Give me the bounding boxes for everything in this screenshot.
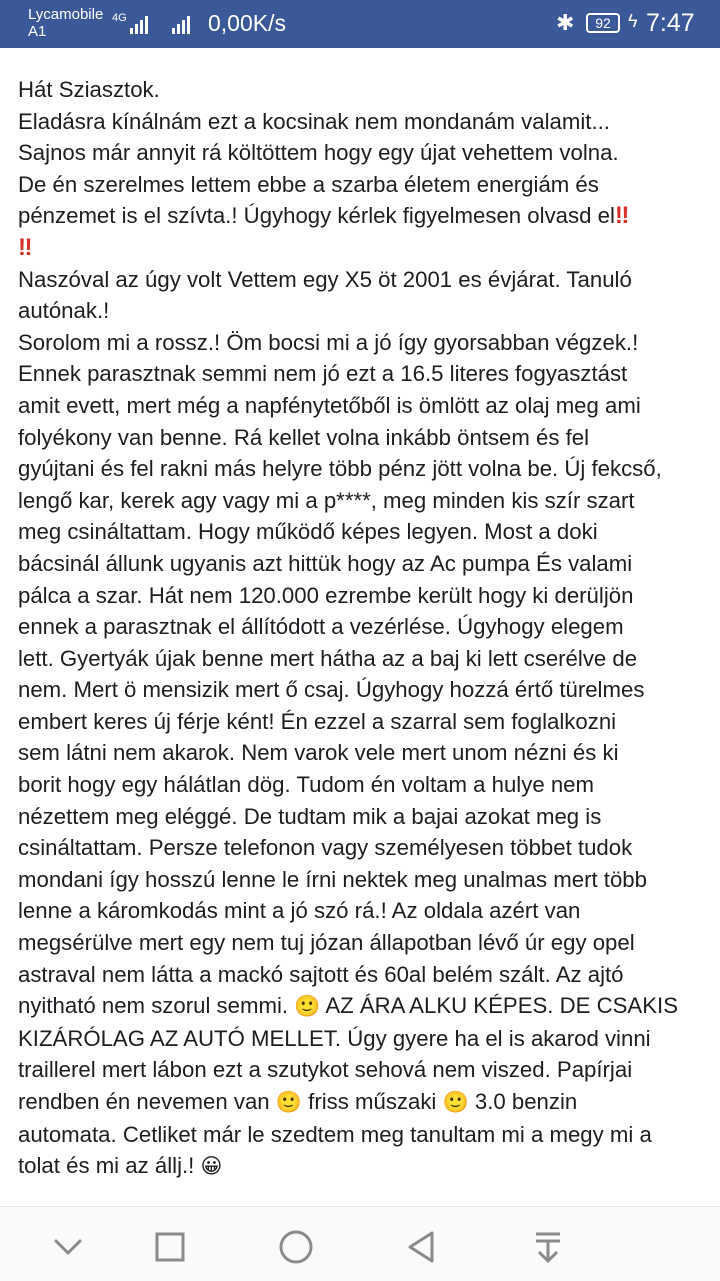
post-line: automata. Cetliket már le szedtem meg tanultam mi a megy mi a [18, 1121, 652, 1147]
post-line: nézettem meg eléggé. De tudtam mik a bajai azokat meg is [18, 803, 602, 829]
post-line: AZ ÁRA ALKU KÉPES. DE CSAKIS [325, 993, 678, 1019]
double-exclamation-icon: ‼ [18, 233, 30, 261]
battery-level: 92 [595, 15, 611, 31]
post-line: astraval nem látta a mackó sajtott és 60al belém szált. Az ajtó [18, 961, 624, 987]
post-line: Eladásra kínálnám ezt a kocsinak nem mondanám valamit... [18, 108, 610, 134]
post-line: amit evett, mert még a napfénytetőből is ömlött az olaj meg ami [18, 392, 641, 418]
network-type-label: 4G [112, 12, 127, 24]
post-line: rendben én nevemen van [18, 1089, 270, 1114]
post-line: embert keres új férje ként! Én ezzel a szarral sem foglalkozni [18, 708, 617, 734]
post-line: autónak.! [18, 298, 110, 324]
post-line: Ennek parasztnak semmi nem jó ezt a 16.5 literes fogyasztást [18, 361, 628, 387]
data-speed: 0,00K/s [208, 10, 286, 36]
home-circle-icon[interactable] [276, 1227, 316, 1267]
post-line: traillerel mert lábon ezt a szutykot sehová nem viszed. Papírjai [18, 1057, 633, 1083]
smile-emoji-icon: 🙂 [442, 1091, 469, 1114]
post-line: lengő kar, kerek agy vagy mi a p****, meg minden kis szír szart [18, 487, 635, 513]
post-line: ennek a parasztnak el állítódott a vezérlése. Úgyhogy elegem [18, 614, 624, 640]
post-line: Naszóval az úgy volt Vettem egy X5 öt 2001 es évjárat. Tanuló [18, 266, 632, 292]
double-exclamation-icon: ‼ [614, 202, 627, 230]
post-line: Hát Sziasztok. [18, 77, 160, 102]
post-line: mondani így hosszú lenne le írni nektek meg unalmas mert több [18, 866, 647, 892]
post-line: borit hogy egy hálátlan dög. Tudom én voltam a hulye nem [18, 772, 594, 798]
post-line: lenne a káromkodás mint a jó szó rá.! Az oldala azért van [18, 898, 581, 924]
post-line: sem látni nem akarok. Nem varok vele mert unom nézni és ki [18, 740, 619, 766]
bluetooth-icon: ✱ [556, 10, 575, 35]
smile-emoji-icon: 🙂 [275, 1091, 302, 1114]
hide-nav-chevron-down-icon[interactable] [48, 1227, 88, 1267]
signal-icon-2 [172, 14, 190, 34]
post-line: lett. Gyertyák újak benne mert hátha az a baj ki lett cserélve de [18, 645, 638, 671]
battery-icon [586, 13, 620, 33]
carrier-line2: A1 [28, 23, 47, 40]
carrier-line1: Lycamobile [28, 6, 104, 23]
smile-emoji-icon: 🙂 [294, 995, 321, 1019]
grin-emoji-icon: 😀 [200, 1155, 223, 1179]
post-line: nem. Mert ö mensizik mert ő csaj. Úgyhogy hozzá értő türelmes [18, 677, 645, 703]
carrier-name [28, 6, 103, 40]
post-line: KIZÁRÓLAG AZ AUTÓ MELLET. Úgy gyere ha el is akarod vinni [18, 1025, 651, 1051]
post-line: friss műszaki [308, 1089, 437, 1114]
post-line: csináltattam. Persze telefonon vagy személyesen többet tudok [18, 835, 633, 861]
signal-icon [130, 14, 148, 34]
charging-icon: ϟ [628, 11, 638, 31]
system-nav-bar [0, 1206, 720, 1281]
post-line: pénzemet is el szívta.! Úgyhogy kérlek figyelmesen olvasd el [18, 203, 615, 229]
post-line: De én szerelmes lettem ebbe a szarba életem energiám és [18, 171, 599, 197]
status-bar [0, 0, 720, 48]
recent-apps-square-icon[interactable] [150, 1227, 190, 1267]
clock: 7:47 [646, 9, 695, 37]
post-line: bácsinál állunk ugyanis azt hittük hogy az Ac pumpa És valami [18, 550, 633, 576]
back-triangle-icon[interactable] [402, 1227, 442, 1267]
post-line: 3.0 benzin [474, 1089, 578, 1114]
post-line: folyékony van benne. Rá kellet volna inkább öntsem és fel [18, 424, 590, 450]
post-line: gyújtani és fel rakni más helyre több pénz jött volna be. Új fekcső, [18, 456, 662, 482]
post-line: Sorolom mi a rossz.! Öm bocsi mi a jó így gyorsabban végzek.! [18, 329, 639, 355]
post-line: Sajnos már annyit rá költöttem hogy egy újat vehettem volna. [18, 140, 619, 166]
post-line: nyitható nem szorul semmi. [18, 993, 289, 1019]
post-line: pálca a szar. Hát nem 120.000 ezrembe került hogy ki derüljön [18, 582, 634, 608]
post-line: megsérülve mert egy nem tuj józan állapotban lévő úr egy opel [18, 930, 635, 956]
post-text [18, 74, 708, 1183]
post-line: tolat és mi az állj.! [18, 1153, 195, 1179]
post-line: meg csináltattam. Hogy működő képes legyen. Most a doki [18, 519, 598, 545]
notification-pull-down-icon[interactable] [528, 1227, 568, 1267]
